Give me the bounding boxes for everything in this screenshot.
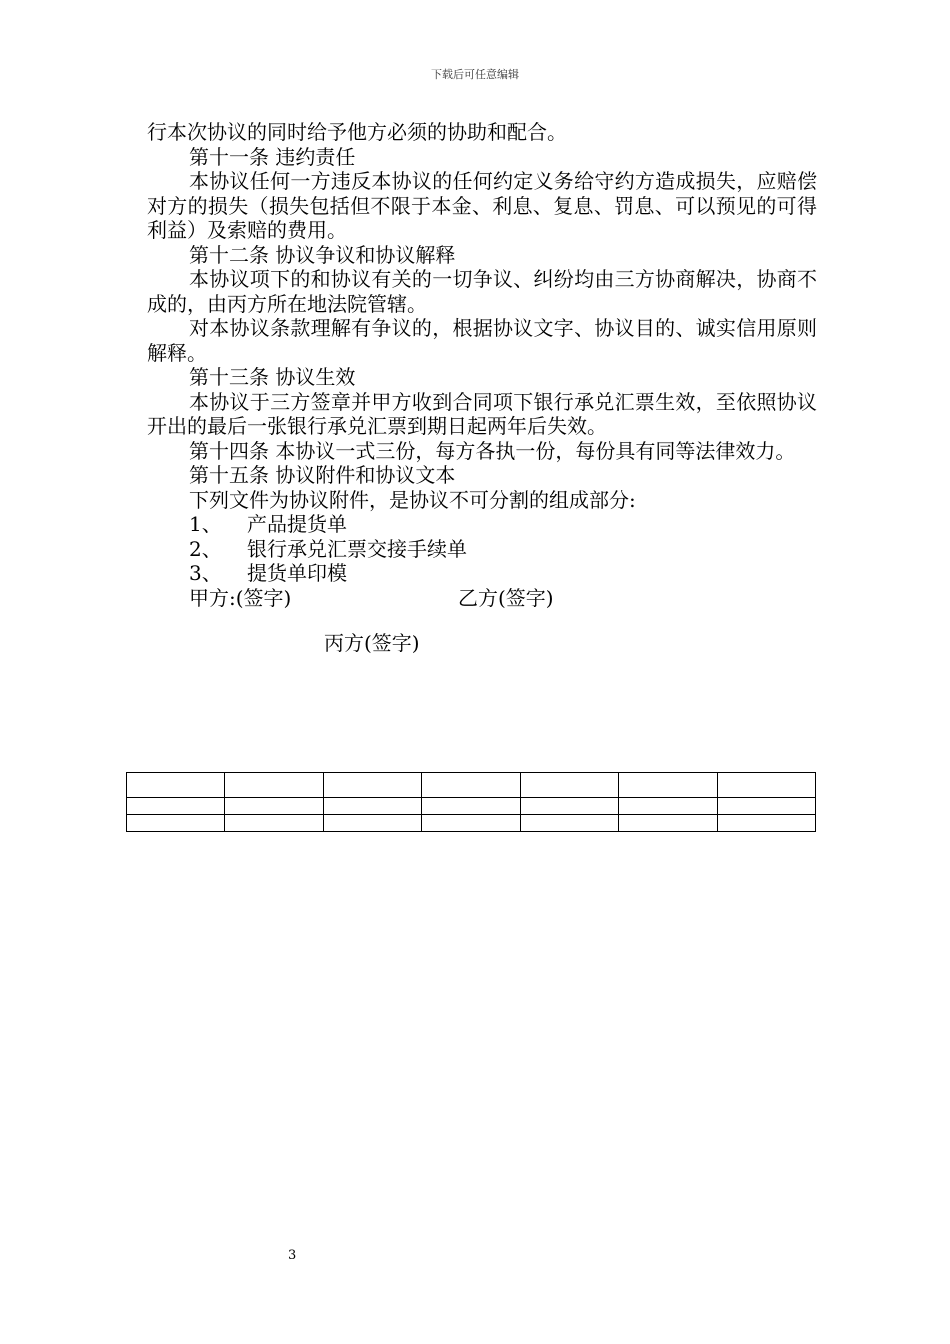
table-cell: [520, 773, 618, 798]
article-13-heading: 第十三条 协议生效: [189, 365, 356, 389]
article-12-body-2: 对本协议条款理解有争议的，根据协议文字、协议目的、诚实信用原则解释。: [147, 316, 817, 365]
article-11-body: 本协议任何一方违反本协议的任何约定义务给守约方造成损失，应赔偿对方的损失（损失包括但不限于本金、利息、复息、罚息、可以预见的可得利益）及索赔的费用。: [147, 169, 817, 242]
attachment-item: [147, 561, 817, 586]
table-cell: [422, 773, 520, 798]
table-cell: [127, 798, 225, 815]
table-cell: [619, 815, 717, 832]
table-cell: [323, 773, 421, 798]
table-cell: [225, 815, 323, 832]
blank-table: [126, 772, 816, 832]
attachment-label: 银行承兑汇票交接手续单: [247, 536, 467, 561]
table-cell: [520, 815, 618, 832]
table-cell: [717, 815, 815, 832]
table-cell: [619, 773, 717, 798]
attachment-item: [147, 537, 817, 562]
attachment-number: 1、: [189, 512, 222, 536]
article-12-body-1: 本协议项下的和协议有关的一切争议、纠纷均由三方协商解决，协商不成的，由丙方所在地法院管辖。: [147, 267, 817, 316]
table-cell: [225, 798, 323, 815]
table-cell: [422, 815, 520, 832]
paragraph-continuation: 行本次协议的同时给予他方必须的协助和配合。: [147, 120, 567, 144]
page-header: 下载后可任意编辑: [431, 68, 519, 81]
table-cell: [717, 773, 815, 798]
table-cell: [225, 773, 323, 798]
table-cell: [619, 798, 717, 815]
signature-row-2: [147, 631, 817, 656]
article-15-body: 下列文件为协议附件，是协议不可分割的组成部分:: [189, 487, 636, 512]
attachment-item: [147, 512, 817, 537]
table-row: [127, 773, 816, 798]
document-body: [147, 120, 817, 656]
article-11-heading: 第十一条 违约责任: [189, 144, 356, 169]
attachment-label: 产品提货单: [247, 512, 347, 536]
table-cell: [323, 815, 421, 832]
signature-row: [147, 586, 817, 611]
table-cell: [323, 798, 421, 815]
article-12-heading: 第十二条 协议争议和协议解释: [189, 242, 456, 267]
table-row: [127, 815, 816, 832]
attachment-number: 2、: [189, 536, 222, 561]
table-cell: [422, 798, 520, 815]
attachment-label: 提货单印模: [247, 561, 347, 585]
article-13-body: 本协议于三方签章并甲方收到合同项下银行承兑汇票生效，至依照协议开出的最后一张银行承兑汇票到期日起两年后失效。: [147, 389, 817, 438]
party-c-signature: 丙方(签字): [324, 630, 420, 655]
party-a-signature: 甲方:(签字): [189, 585, 292, 610]
party-b-signature: 乙方(签字): [458, 585, 554, 610]
attachment-number: 3、: [189, 561, 222, 585]
table-cell: [717, 798, 815, 815]
table-row: [127, 798, 816, 815]
article-15-heading: 第十五条 协议附件和协议文本: [189, 463, 456, 487]
page-number: 3: [288, 1248, 297, 1263]
table-cell: [127, 773, 225, 798]
table-cell: [127, 815, 225, 832]
article-14: 第十四条 本协议一式三份，每方各执一份，每份具有同等法律效力。: [189, 438, 796, 463]
table-cell: [520, 798, 618, 815]
